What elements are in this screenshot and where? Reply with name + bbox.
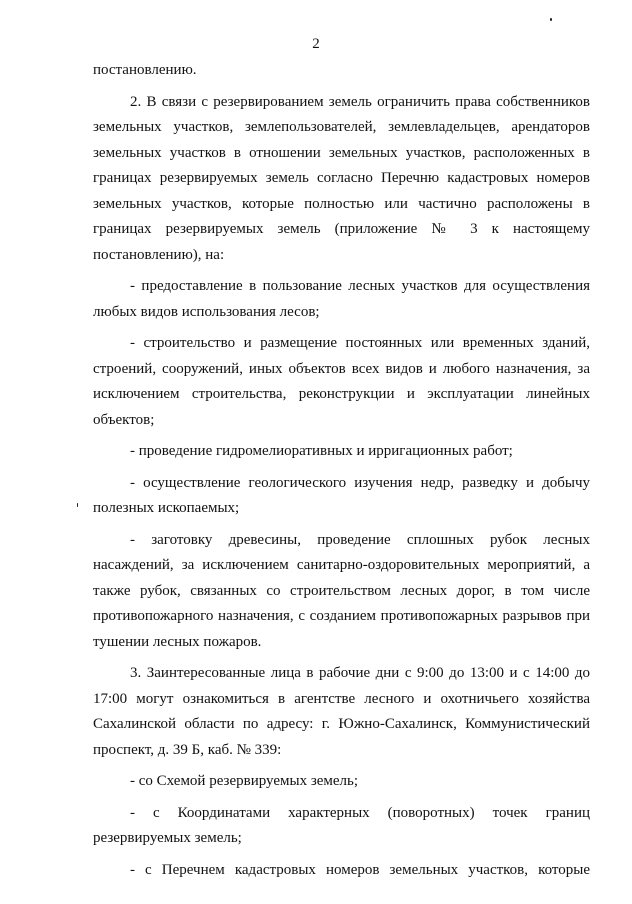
scan-speck (550, 18, 552, 21)
list-item-construction: - строительство и размещение постоянных или временных зданий, строений, сооружений, иных объектов всех видов и любого назначения, за исключением строительства, реконструкции и эксплуатации линейных объектов; (93, 335, 590, 428)
list-item-scheme: - со Схемой резервируемых земель; (130, 773, 359, 789)
list-item-forest-use: - предоставление в пользование лесных участков для осуществления любых видов использования лесов; (93, 278, 590, 320)
paragraph-continuation: постановлению. (93, 62, 197, 78)
document-body (93, 58, 590, 889)
paragraph-clause-2: 2. В связи с резервированием земель ограничить права собственников земельных участков, землепользователей, землевладельцев, арендаторов земельных участков в отношении земельных участков, расположенных в границах резервируемых земель согласно Перечню кадастровых номеров земельных участков, которые полностью или частично расположены в границах резервируемых земель (приложение № 3 к настоящему постановлению), на: (93, 93, 590, 263)
paragraph-clause-3: 3. Заинтересованные лица в рабочие дни с 9:00 до 13:00 и с 14:00 до 17:00 могут ознакомиться в агентстве лесного и охотничьего хозяйства Сахалинской области по адресу: г. Южно-Сахалинск, Коммунистический проспект, д. 39 Б, каб. № 339: (93, 665, 590, 758)
list-item-coordinates: - с Координатами характерных (поворотных) точек границ резервируемых земель; (93, 804, 590, 846)
list-item-irrigation: - проведение гидромелиоративных и ирригационных работ; (130, 443, 513, 459)
page-number: 2 (312, 36, 320, 52)
list-item-cadastral-list: - с Перечнем кадастровых номеров земельных участков, которые (130, 861, 590, 878)
list-item-logging: - заготовку древесины, проведение сплошных рубок лесных насаждений, за исключением санитарно-оздоровительных мероприятий, а также рубок, связанных со строительством лесных дорог, в том числе противопожарного назначения, с созданием противопожарных разрывов при тушении лесных пожаров. (93, 531, 590, 650)
list-item-geology: - осуществление геологического изучения недр, разведку и добычу полезных ископаемых; (93, 474, 590, 516)
scan-speck (77, 503, 78, 507)
